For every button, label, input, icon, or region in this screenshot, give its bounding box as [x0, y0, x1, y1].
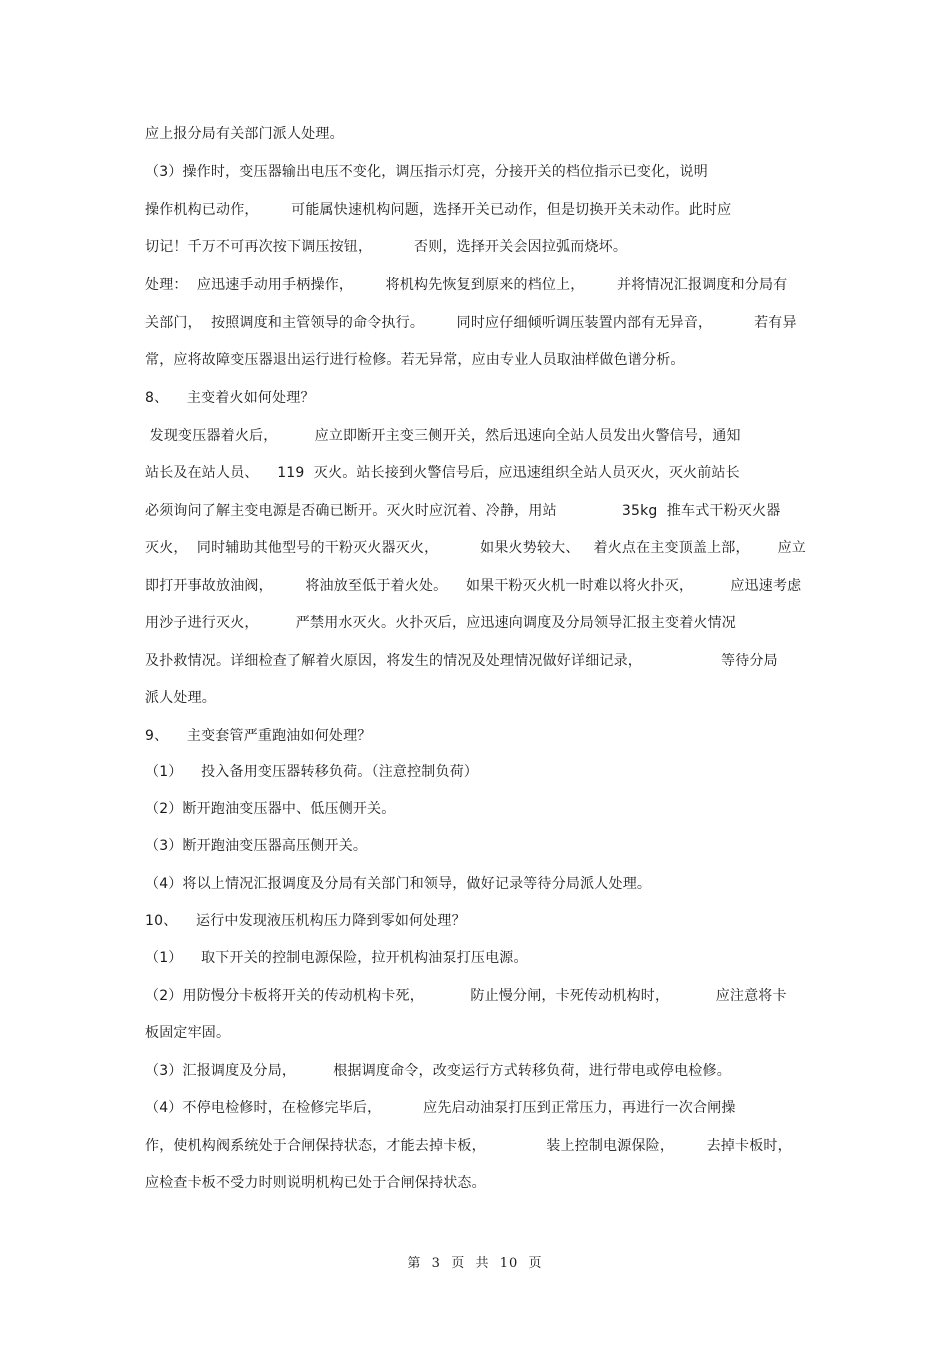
list-item: （1） 投入备用变压器转移负荷。（注意控制负荷） [145, 764, 479, 780]
body-line: 灭火， 同时辅助其他型号的干粉灭火器灭火， 如果火势较大、 着火点在主变顶盖上部， 应立 [145, 540, 807, 556]
list-item: （4）不停电检修时，在检修完毕后， 应先启动油泵打压到正常压力，再进行一次合闸操 [145, 1100, 736, 1116]
body-line: 及扑救情况。详细检查了解着火原因，将发生的情况及处理情况做好详细记录， 等待分局 [145, 653, 778, 669]
list-item: 板固定牢固。 [145, 1025, 231, 1041]
body-line: 即打开事故放油阀， 将油放至低于着火处。 如果干粉灭火机一时难以将火扑灭， 应迅速考虑 [145, 578, 802, 594]
section-heading: 10、 运行中发现液压机构压力降到零如何处理？ [145, 913, 466, 929]
body-line: 站长及在站人员、 119 灭火。站长接到火警信号后，应迅速组织全站人员灭火，灭火前站长 [145, 465, 740, 481]
list-item: 应检查卡板不受力时则说明机构已处于合闸保持状态。 [145, 1175, 486, 1191]
section-heading: 8、 主变着火如何处理？ [145, 390, 315, 406]
body-line: （3）操作时，变压器输出电压不变化，调压指示灯亮，分接开关的档位指示已变化，说明 [145, 164, 708, 180]
section-heading: 9、 主变套管严重跑油如何处理？ [145, 728, 372, 744]
body-line: 操作机构已动作， 可能属快速机构问题，选择开关已动作，但是切换开关未动作。此时应 [145, 202, 732, 218]
body-line: 应上报分局有关部门派人处理。 [145, 126, 344, 142]
body-line: 常，应将故障变压器退出运行进行检修。若无异常，应由专业人员取油样做色谱分析。 [145, 352, 685, 368]
list-item: （4）将以上情况汇报调度及分局有关部门和领导，做好记录等待分局派人处理。 [145, 876, 652, 892]
page-number-footer: 第 3 页 共 10 页 [407, 1256, 543, 1271]
list-item: 作，使机构阀系统处于合闸保持状态，才能去掉卡板， 装上控制电源保险， 去掉卡板时， [145, 1138, 792, 1154]
body-line: 必须询问了解主变电源是否确已断开。灭火时应沉着、冷静，用站 35kg 推车式干粉灭火器 [145, 503, 781, 519]
body-line: 处理： 应迅速手动用手柄操作， 将机构先恢复到原来的档位上， 并将情况汇报调度和分局有 [145, 277, 788, 293]
list-item: （1） 取下开关的控制电源保险，拉开机构油泵打压电源。 [145, 950, 528, 966]
body-line: 派人处理。 [145, 690, 216, 706]
list-item: （3）断开跑油变压器高压侧开关。 [145, 838, 368, 854]
list-item: （2）断开跑油变压器中、低压侧开关。 [145, 801, 396, 817]
body-line: 关部门， 按照调度和主管领导的命令执行。 同时应仔细倾听调压装置内部有无异音， 若有异 [145, 315, 797, 331]
list-item: （2）用防慢分卡板将开关的传动机构卡死， 防止慢分闸，卡死传动机构时， 应注意将卡 [145, 988, 787, 1004]
body-line: 切记！千万不可再次按下调压按钮， 否则，选择开关会因拉弧而烧坏。 [145, 239, 628, 255]
list-item: （3）汇报调度及分局， 根据调度命令，改变运行方式转移负荷，进行带电或停电检修。 [145, 1063, 731, 1079]
body-line: 发现变压器着火后， 应立即断开主变三侧开关，然后迅速向全站人员发出火警信号，通知 [145, 428, 741, 444]
body-line: 用沙子进行灭火， 严禁用水灭火。火扑灭后，应迅速向调度及分局领导汇报主变着火情况 [145, 615, 736, 631]
